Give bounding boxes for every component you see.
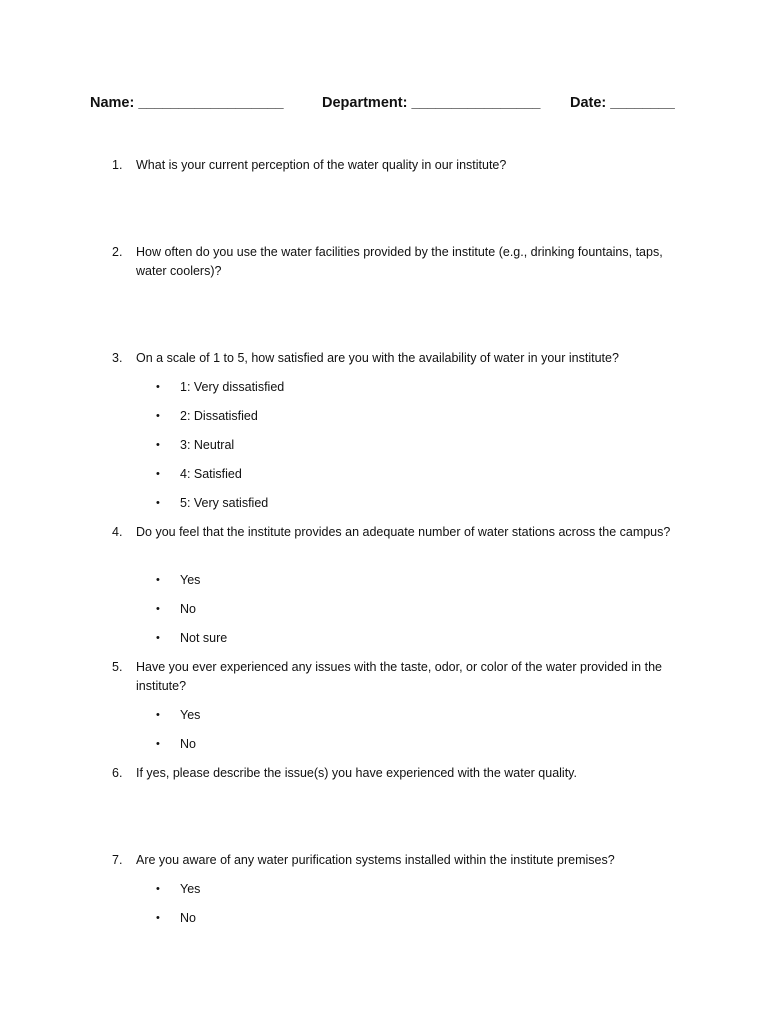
bullet-icon: • bbox=[156, 709, 160, 721]
option-label: 1: Very dissatisfied bbox=[180, 380, 285, 394]
bullet-icon: • bbox=[156, 883, 160, 895]
question-number: 7. bbox=[112, 853, 123, 867]
bullet-icon: • bbox=[156, 381, 160, 393]
question-number: 4. bbox=[112, 525, 123, 539]
date-field[interactable] bbox=[570, 95, 675, 111]
name-field[interactable] bbox=[90, 95, 284, 111]
list-item[interactable] bbox=[156, 735, 196, 754]
option-label: Yes bbox=[180, 573, 201, 587]
department-blank[interactable]: ________________ bbox=[411, 95, 541, 111]
list-item[interactable] bbox=[156, 600, 196, 619]
question-text: Are you aware of any water purification systems installed within the institute premises? bbox=[136, 853, 615, 867]
list-item[interactable] bbox=[156, 465, 242, 484]
option-label: Yes bbox=[180, 882, 201, 896]
question-number: 2. bbox=[112, 245, 123, 259]
bullet-icon: • bbox=[156, 912, 160, 924]
question-text: If yes, please describe the issue(s) you have experienced with the water quality. bbox=[136, 766, 577, 780]
bullet-icon: • bbox=[156, 439, 160, 451]
list-item[interactable] bbox=[156, 909, 196, 928]
list-item[interactable] bbox=[156, 436, 234, 455]
date-label: Date: bbox=[570, 95, 607, 111]
list-item[interactable] bbox=[156, 494, 268, 513]
question-text: Have you ever experienced any issues with the taste, odor, or color of the water provided in the institute? bbox=[136, 660, 662, 693]
question-6 bbox=[112, 764, 692, 783]
list-item[interactable] bbox=[156, 407, 258, 426]
option-label: No bbox=[180, 602, 196, 616]
department-label: Department: bbox=[322, 95, 408, 111]
bullet-icon: • bbox=[156, 410, 160, 422]
list-item[interactable] bbox=[156, 378, 284, 397]
department-field[interactable] bbox=[322, 95, 540, 111]
bullet-icon: • bbox=[156, 468, 160, 480]
question-number: 3. bbox=[112, 351, 123, 365]
option-label: No bbox=[180, 911, 196, 925]
question-4 bbox=[112, 523, 692, 542]
question-number: 6. bbox=[112, 766, 123, 780]
date-blank[interactable]: ________ bbox=[610, 95, 675, 111]
bullet-icon: • bbox=[156, 603, 160, 615]
option-label: 2: Dissatisfied bbox=[180, 409, 258, 423]
option-label: Yes bbox=[180, 708, 201, 722]
question-number: 1. bbox=[112, 158, 123, 172]
question-7 bbox=[112, 851, 692, 870]
list-item[interactable] bbox=[156, 571, 200, 590]
option-label: 3: Neutral bbox=[180, 438, 235, 452]
question-text: On a scale of 1 to 5, how satisfied are you with the availability of water in your institute? bbox=[136, 351, 619, 365]
question-text: What is your current perception of the water quality in our institute? bbox=[136, 158, 507, 172]
option-label: No bbox=[180, 737, 196, 751]
bullet-icon: • bbox=[156, 497, 160, 509]
question-2 bbox=[112, 243, 692, 281]
list-item[interactable] bbox=[156, 706, 200, 725]
question-text: Do you feel that the institute provides an adequate number of water stations across the campus? bbox=[136, 525, 671, 539]
option-label: Not sure bbox=[180, 631, 228, 645]
question-text: How often do you use the water facilities provided by the institute (e.g., drinking fountains, taps, water coolers)? bbox=[136, 245, 663, 278]
list-item[interactable] bbox=[156, 880, 200, 899]
bullet-icon: • bbox=[156, 574, 160, 586]
name-blank[interactable]: __________________ bbox=[138, 95, 284, 111]
option-label: 4: Satisfied bbox=[180, 467, 242, 481]
list-item[interactable] bbox=[156, 629, 227, 648]
bullet-icon: • bbox=[156, 632, 160, 644]
question-1 bbox=[112, 156, 692, 175]
bullet-icon: • bbox=[156, 738, 160, 750]
question-number: 5. bbox=[112, 660, 123, 674]
question-3 bbox=[112, 349, 692, 368]
option-label: 5: Very satisfied bbox=[180, 496, 269, 510]
name-label: Name: bbox=[90, 95, 135, 111]
question-5 bbox=[112, 658, 692, 696]
